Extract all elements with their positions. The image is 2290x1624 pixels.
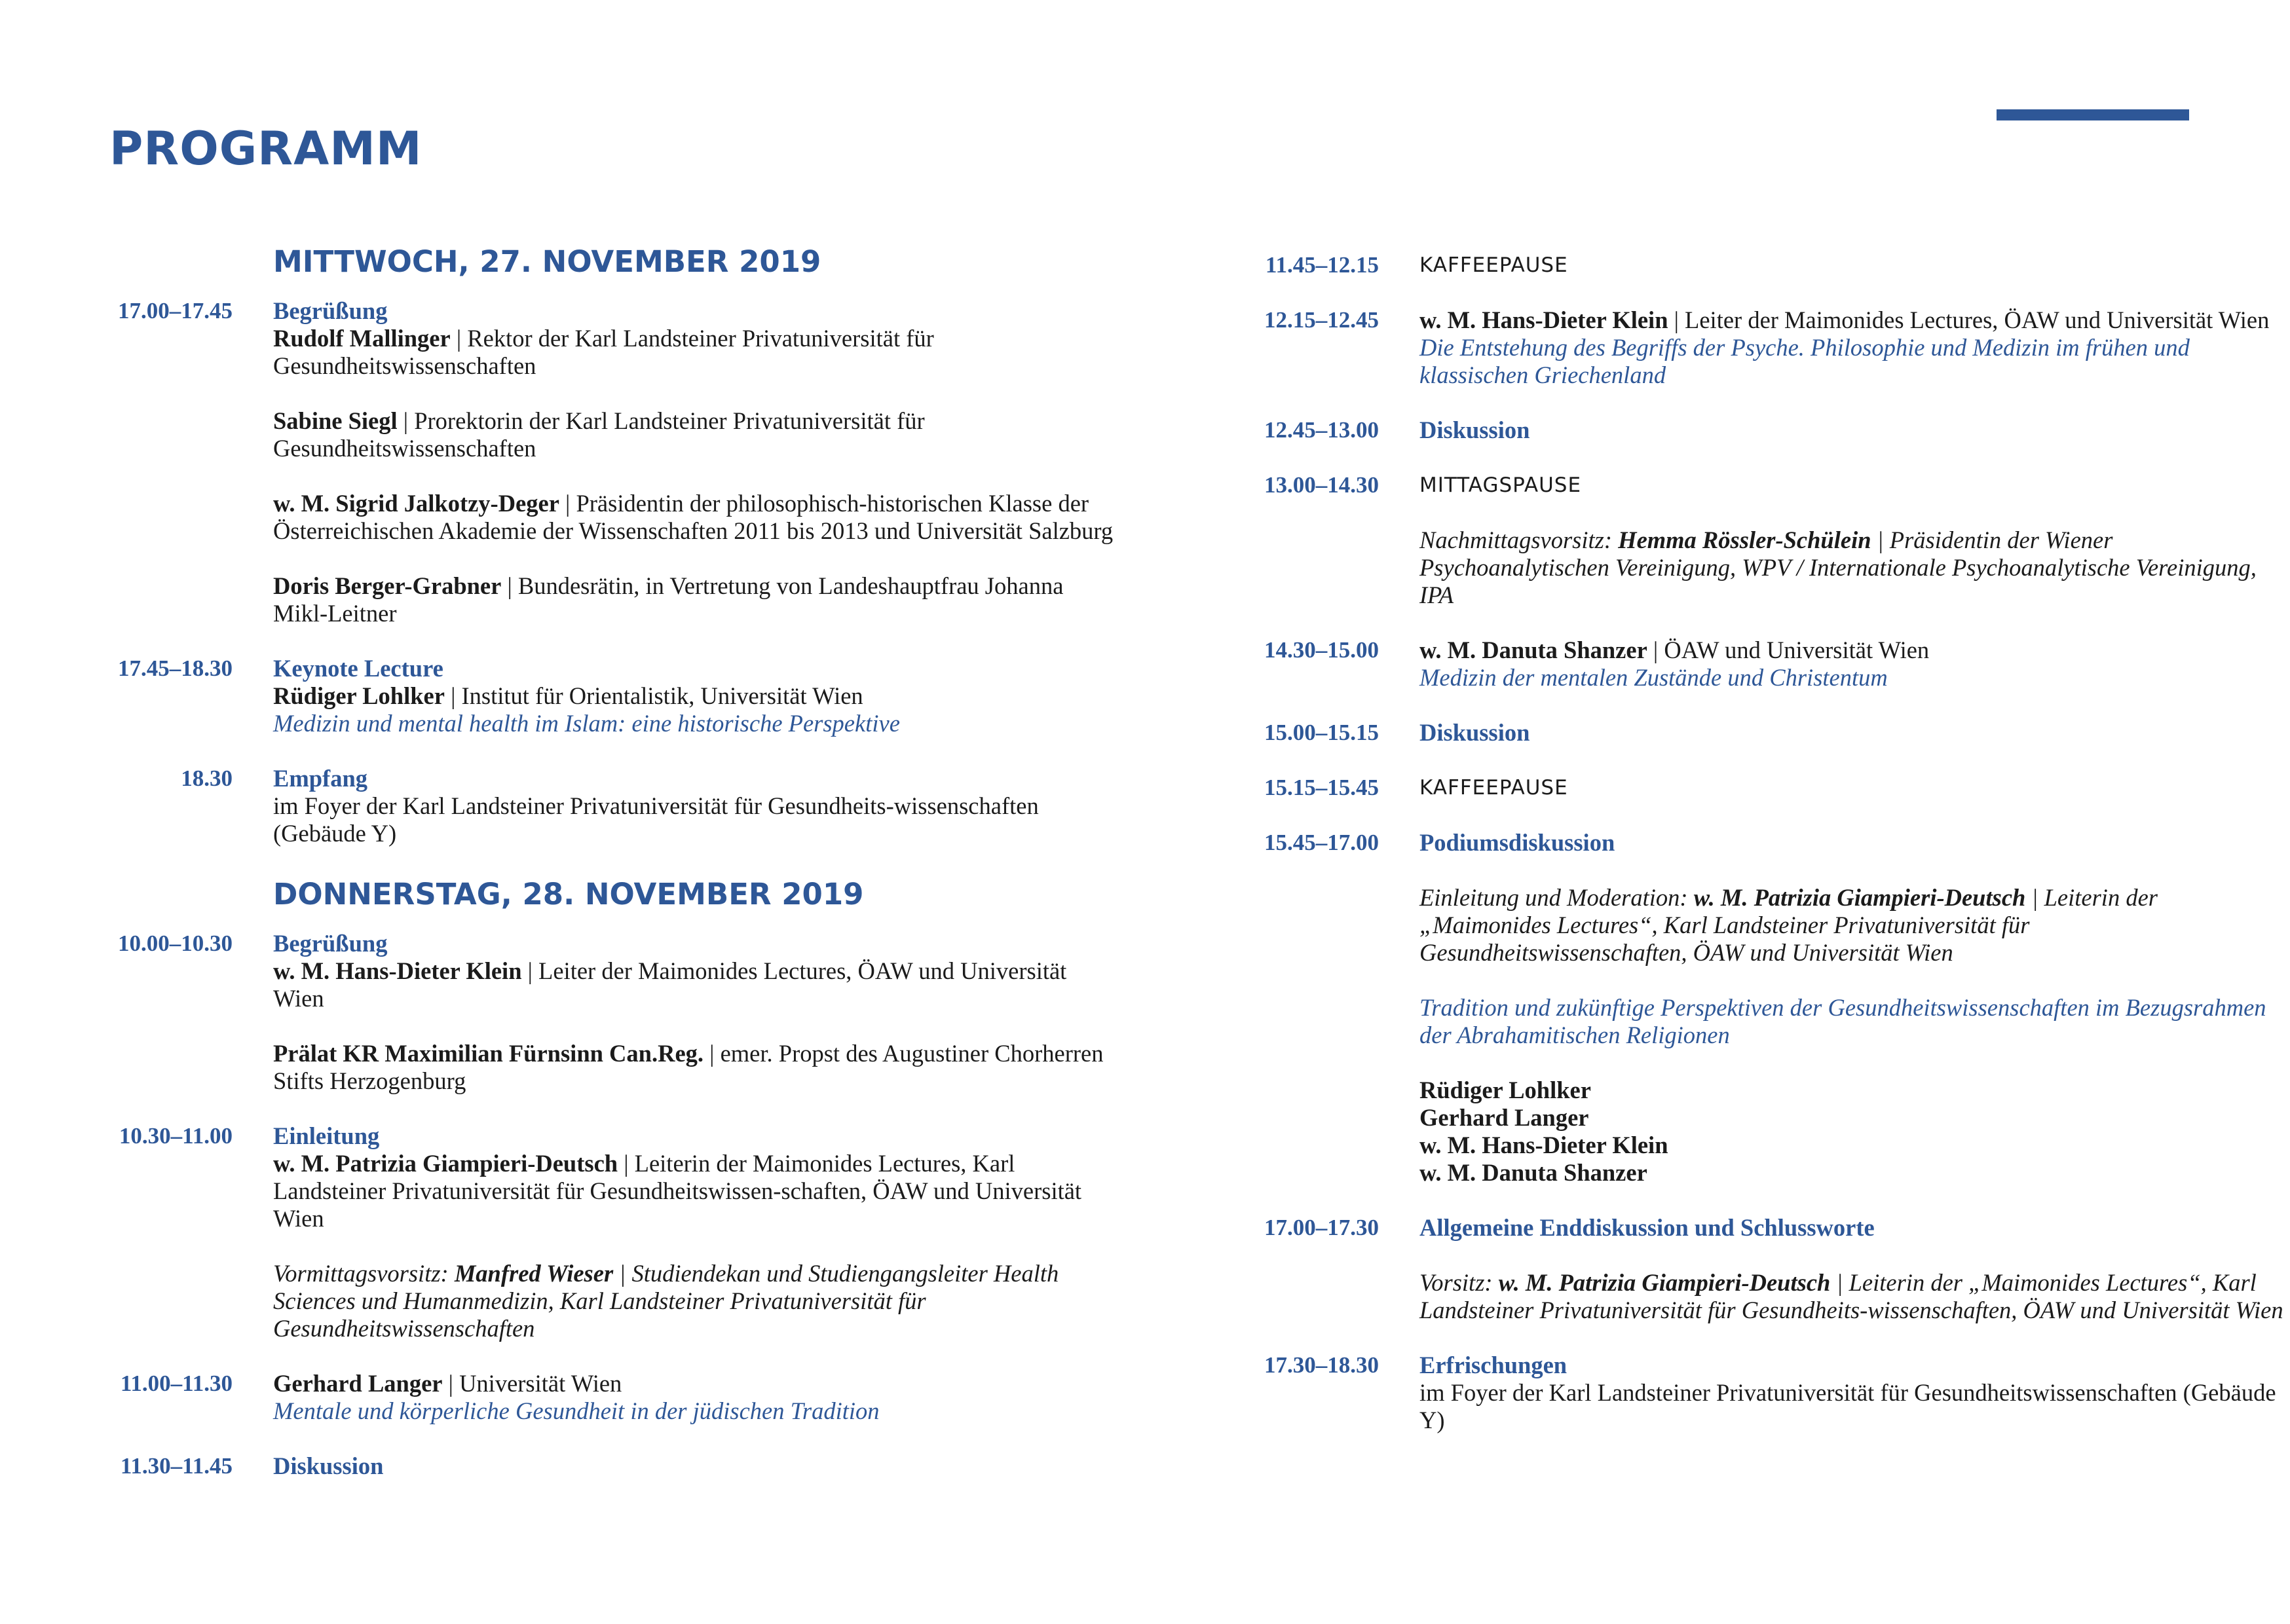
session-heading: Allgemeine Enddiskussion und Schlussworte (1419, 1214, 1875, 1241)
break-label: KAFFEEPAUSE (1419, 776, 1568, 800)
chair-label: Vorsitz: (1419, 1269, 1499, 1296)
program-entry (1146, 1352, 2290, 1434)
venue-text: im Foyer der Karl Landsteiner Privatuniversität für Gesundheitswissenschaften (Gebäude Y) (1419, 1379, 2276, 1433)
program-entry (0, 1122, 1114, 1342)
speaker-line (1419, 306, 2284, 334)
speaker-affiliation: | Rektor der Karl Landsteiner Privatuniversität für Gesundheitswissenschaften (273, 325, 934, 379)
session-heading: Begrüßung (273, 297, 388, 324)
accent-bar (1997, 109, 2189, 120)
program-entry (1146, 637, 2290, 692)
speaker-affiliation: | Präsidentin der philosophisch-historischen Klasse der Österreichischen Akademie der Wissenschaften 2011 bis 2013 und Universität Salzburg (273, 490, 1114, 544)
panel-list (1419, 1077, 2284, 1187)
moderator-affiliation: | Leiterin der „Maimonides Lectures“, Karl Landsteiner Privatuniversität für Gesundheitswissenschaften, ÖAW und Universität Wien (1419, 884, 2158, 966)
time-slot: 10.30–11.00 (119, 1123, 233, 1149)
moderation-line (1419, 884, 2284, 967)
time-slot: 17.00–17.45 (118, 298, 233, 323)
speaker-line (273, 682, 1114, 710)
left-column (0, 242, 1114, 1507)
session-heading: Begrüßung (273, 930, 388, 957)
page-title: PROGRAMM (109, 122, 422, 175)
time-slot: 11.30–11.45 (120, 1453, 233, 1479)
time-slot: 17.30–18.30 (1264, 1352, 1379, 1378)
speaker-line (1419, 637, 2284, 664)
speaker-affiliation: | Leiterin der Maimonides Lectures, Karl Landsteiner Privatuniversität für Gesundheitswissen-schaften, ÖAW und Universität Wien (273, 1150, 1082, 1232)
session-heading: Diskussion (1419, 416, 1530, 443)
speaker-name: Prälat KR Maximilian Fürnsinn Can.Reg. (273, 1040, 704, 1067)
session-heading: Empfang (273, 765, 368, 792)
break-label: KAFFEEPAUSE (1419, 253, 1568, 277)
chair-affiliation: | Leiterin der „Maimonides Lectures“, Karl Landsteiner Privatuniversität für Gesundheits-wissenschaften, ÖAW und Universität Wien (1419, 1269, 2283, 1323)
program-entry (0, 930, 1114, 1095)
speaker-affiliation: | Universität Wien (442, 1370, 622, 1397)
panelist: Gerhard Langer (1419, 1104, 1589, 1131)
speaker-line (273, 490, 1114, 545)
break-label: MITTAGSPAUSE (1419, 473, 1582, 497)
time-slot: 18.30 (181, 766, 233, 791)
chair-line (1419, 526, 2284, 609)
panelist: w. M. Danuta Shanzer (1419, 1159, 1647, 1186)
program-entry (1146, 829, 2290, 1187)
program-entry (0, 765, 1114, 847)
program-entry (1146, 416, 2290, 444)
day-header (0, 875, 1114, 930)
program-entry (0, 1452, 1114, 1480)
speaker-name: w. M. Patrizia Giampieri-Deutsch (273, 1150, 618, 1177)
session-heading: Einleitung (273, 1122, 380, 1149)
session-heading: Erfrischungen (1419, 1352, 1567, 1378)
venue-text: im Foyer der Karl Landsteiner Privatuniversität für Gesundheits-wissenschaften (Gebäude Y) (273, 792, 1039, 847)
speaker-name: Rüdiger Lohlker (273, 682, 445, 709)
talk-title: Die Entstehung des Begriffs der Psyche. Philosophie und Medizin im frühen und klassischen Griechenland (1419, 334, 2190, 388)
talk-title: Medizin der mentalen Zustände und Christentum (1419, 664, 1888, 691)
speaker-line (273, 1370, 1114, 1397)
right-column (1146, 251, 2290, 1462)
panelist: Rüdiger Lohlker (1419, 1077, 1591, 1103)
program-entry (0, 1370, 1114, 1425)
session-heading: Podiumsdiskussion (1419, 829, 1615, 856)
speaker-name: w. M. Danuta Shanzer (1419, 637, 1647, 663)
time-slot: 15.15–15.45 (1264, 775, 1379, 800)
time-slot: 17.00–17.30 (1264, 1215, 1379, 1240)
speaker-line (273, 407, 1114, 462)
chair-affiliation: | Studiendekan und Studiengangsleiter Health Sciences und Humanmedizin, Karl Landsteiner Privatuniversität für Gesundheitswissenschaften (273, 1260, 1059, 1342)
program-entry (0, 655, 1114, 737)
speaker-affiliation: | Prorektorin der Karl Landsteiner Privatuniversität für Gesundheitswissenschaften (273, 407, 925, 462)
day-title: DONNERSTAG, 28. NOVEMBER 2019 (273, 877, 864, 912)
speaker-line (273, 572, 1114, 627)
program-entry (0, 297, 1114, 627)
program-entry (1146, 251, 2290, 279)
program-entry (1146, 719, 2290, 747)
speaker-name: w. M. Hans-Dieter Klein (273, 957, 522, 984)
program-entry (1146, 306, 2290, 389)
chair-label: Vormittagsvorsitz: (273, 1260, 455, 1287)
panel-topic: Tradition und zukünftige Perspektiven der Gesundheitswissenschaften im Bezugsrahmen der Abrahamitischen Religionen (1419, 994, 2266, 1048)
chair-label: Nachmittagsvorsitz: (1419, 526, 1619, 553)
session-heading: Keynote Lecture (273, 655, 443, 682)
speaker-line (273, 957, 1114, 1012)
time-slot: 15.00–15.15 (1264, 720, 1379, 745)
program-entry (1146, 1214, 2290, 1324)
time-slot: 12.45–13.00 (1264, 417, 1379, 443)
panelist: w. M. Hans-Dieter Klein (1419, 1132, 1668, 1158)
chair-entry (1146, 526, 2290, 609)
moderator-name: w. M. Patrizia Giampieri-Deutsch (1693, 884, 2026, 911)
session-heading: Diskussion (1419, 719, 1530, 746)
speaker-line (273, 1040, 1114, 1095)
speaker-affiliation: | Bundesrätin, in Vertretung von Landeshauptfrau Johanna Mikl-Leitner (273, 572, 1064, 627)
time-slot: 12.15–12.45 (1264, 307, 1379, 333)
talk-title: Mentale und körperliche Gesundheit in der jüdischen Tradition (273, 1397, 880, 1424)
time-slot: 13.00–14.30 (1264, 472, 1379, 498)
time-slot: 14.30–15.00 (1264, 637, 1379, 663)
speaker-line (273, 1150, 1114, 1232)
chair-line (1419, 1269, 2284, 1324)
speaker-name: w. M. Hans-Dieter Klein (1419, 306, 1668, 333)
chair-affiliation: | Präsidentin der Wiener Psychoanalytischen Vereinigung, WPV / Internationale Psychoanalytische Vereinigung, IPA (1419, 526, 2257, 608)
moderation-label: Einleitung und Moderation: (1419, 884, 1694, 911)
speaker-affiliation: | emer. Propst des Augustiner Chorherren Stifts Herzogenburg (273, 1040, 1104, 1094)
speaker-name: w. M. Sigrid Jalkotzy-Deger (273, 490, 559, 517)
speaker-affiliation: | Leiter der Maimonides Lectures, ÖAW und Universität Wien (273, 957, 1067, 1012)
time-slot: 10.00–10.30 (118, 931, 233, 956)
speaker-affiliation: | Leiter der Maimonides Lectures, ÖAW und Universität Wien (1668, 306, 2270, 333)
chair-name: Manfred Wieser (454, 1260, 614, 1287)
time-slot: 11.00–11.30 (120, 1371, 233, 1396)
program-entry (1146, 774, 2290, 802)
session-heading: Diskussion (273, 1452, 384, 1479)
program-entry (1146, 471, 2290, 499)
speaker-name: Rudolf Mallinger (273, 325, 451, 352)
time-slot: 11.45–12.15 (1265, 252, 1379, 278)
talk-title: Medizin und mental health im Islam: eine historische Perspektive (273, 710, 900, 737)
chair-line (273, 1260, 1114, 1342)
day-title: MITTWOCH, 27. NOVEMBER 2019 (273, 244, 821, 279)
speaker-affiliation: | ÖAW und Universität Wien (1647, 637, 1930, 663)
chair-name: w. M. Patrizia Giampieri-Deutsch (1498, 1269, 1831, 1296)
speaker-line (273, 325, 1114, 380)
speaker-name: Gerhard Langer (273, 1370, 443, 1397)
time-slot: 15.45–17.00 (1264, 830, 1379, 855)
time-slot: 17.45–18.30 (118, 655, 233, 681)
chair-name: Hemma Rössler-Schülein (1618, 526, 1871, 553)
speaker-affiliation: | Institut für Orientalistik, Universität Wien (444, 682, 863, 709)
speaker-name: Sabine Siegl (273, 407, 398, 434)
day-header (0, 242, 1114, 297)
speaker-name: Doris Berger-Grabner (273, 572, 502, 599)
